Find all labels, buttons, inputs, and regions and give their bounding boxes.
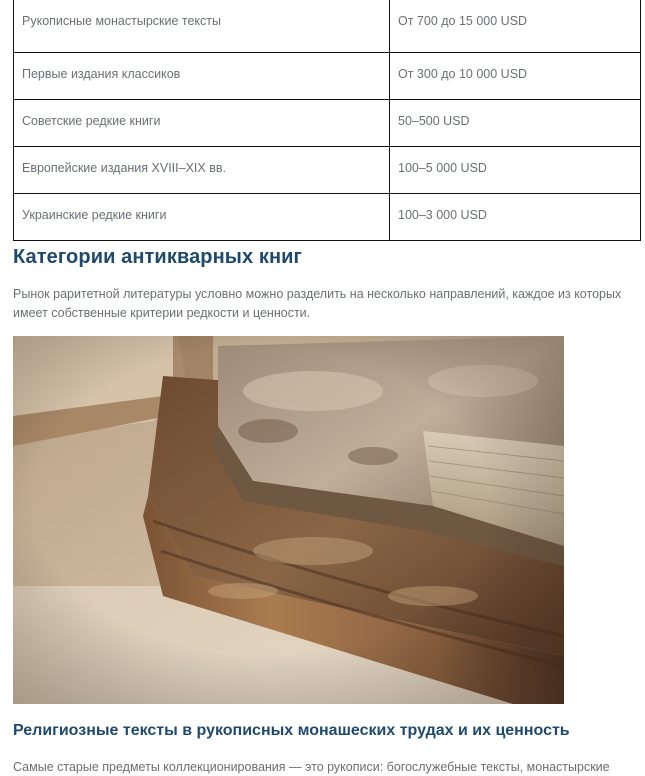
table-row <box>14 99 641 146</box>
table-row <box>14 52 641 99</box>
category-cell: Первые издания классиков <box>14 52 390 99</box>
table-row <box>14 0 641 52</box>
category-cell: Рукописные монастырские тексты <box>14 0 390 52</box>
price-cell: От 700 до 15 000 USD <box>390 0 641 52</box>
section-heading: Категории антикварных книг <box>13 246 302 268</box>
table-row <box>14 146 641 193</box>
category-cell: Украинские редкие книги <box>14 193 390 240</box>
price-cell: 50–500 USD <box>390 99 641 146</box>
price-table <box>13 0 641 241</box>
subsection-heading: Религиозные тексты в рукописных монашеских трудах и их ценность <box>13 722 570 739</box>
price-cell: От 300 до 10 000 USD <box>390 52 641 99</box>
category-cell: Европейские издания XVIII–XIX вв. <box>14 146 390 193</box>
antique-books-photo <box>13 336 564 704</box>
category-cell: Советские редкие книги <box>14 99 390 146</box>
body-paragraph: Самые старые предметы коллекционирования — это рукописи: богослужебные тексты, монастырские <box>13 760 610 774</box>
price-cell: 100–5 000 USD <box>390 146 641 193</box>
intro-paragraph: Рынок раритетной литературы условно можно разделить на несколько направлений, каждое из которых имеет собственные критерии редкости и ценности. <box>13 287 622 320</box>
price-cell: 100–3 000 USD <box>390 193 641 240</box>
table-row <box>14 193 641 240</box>
